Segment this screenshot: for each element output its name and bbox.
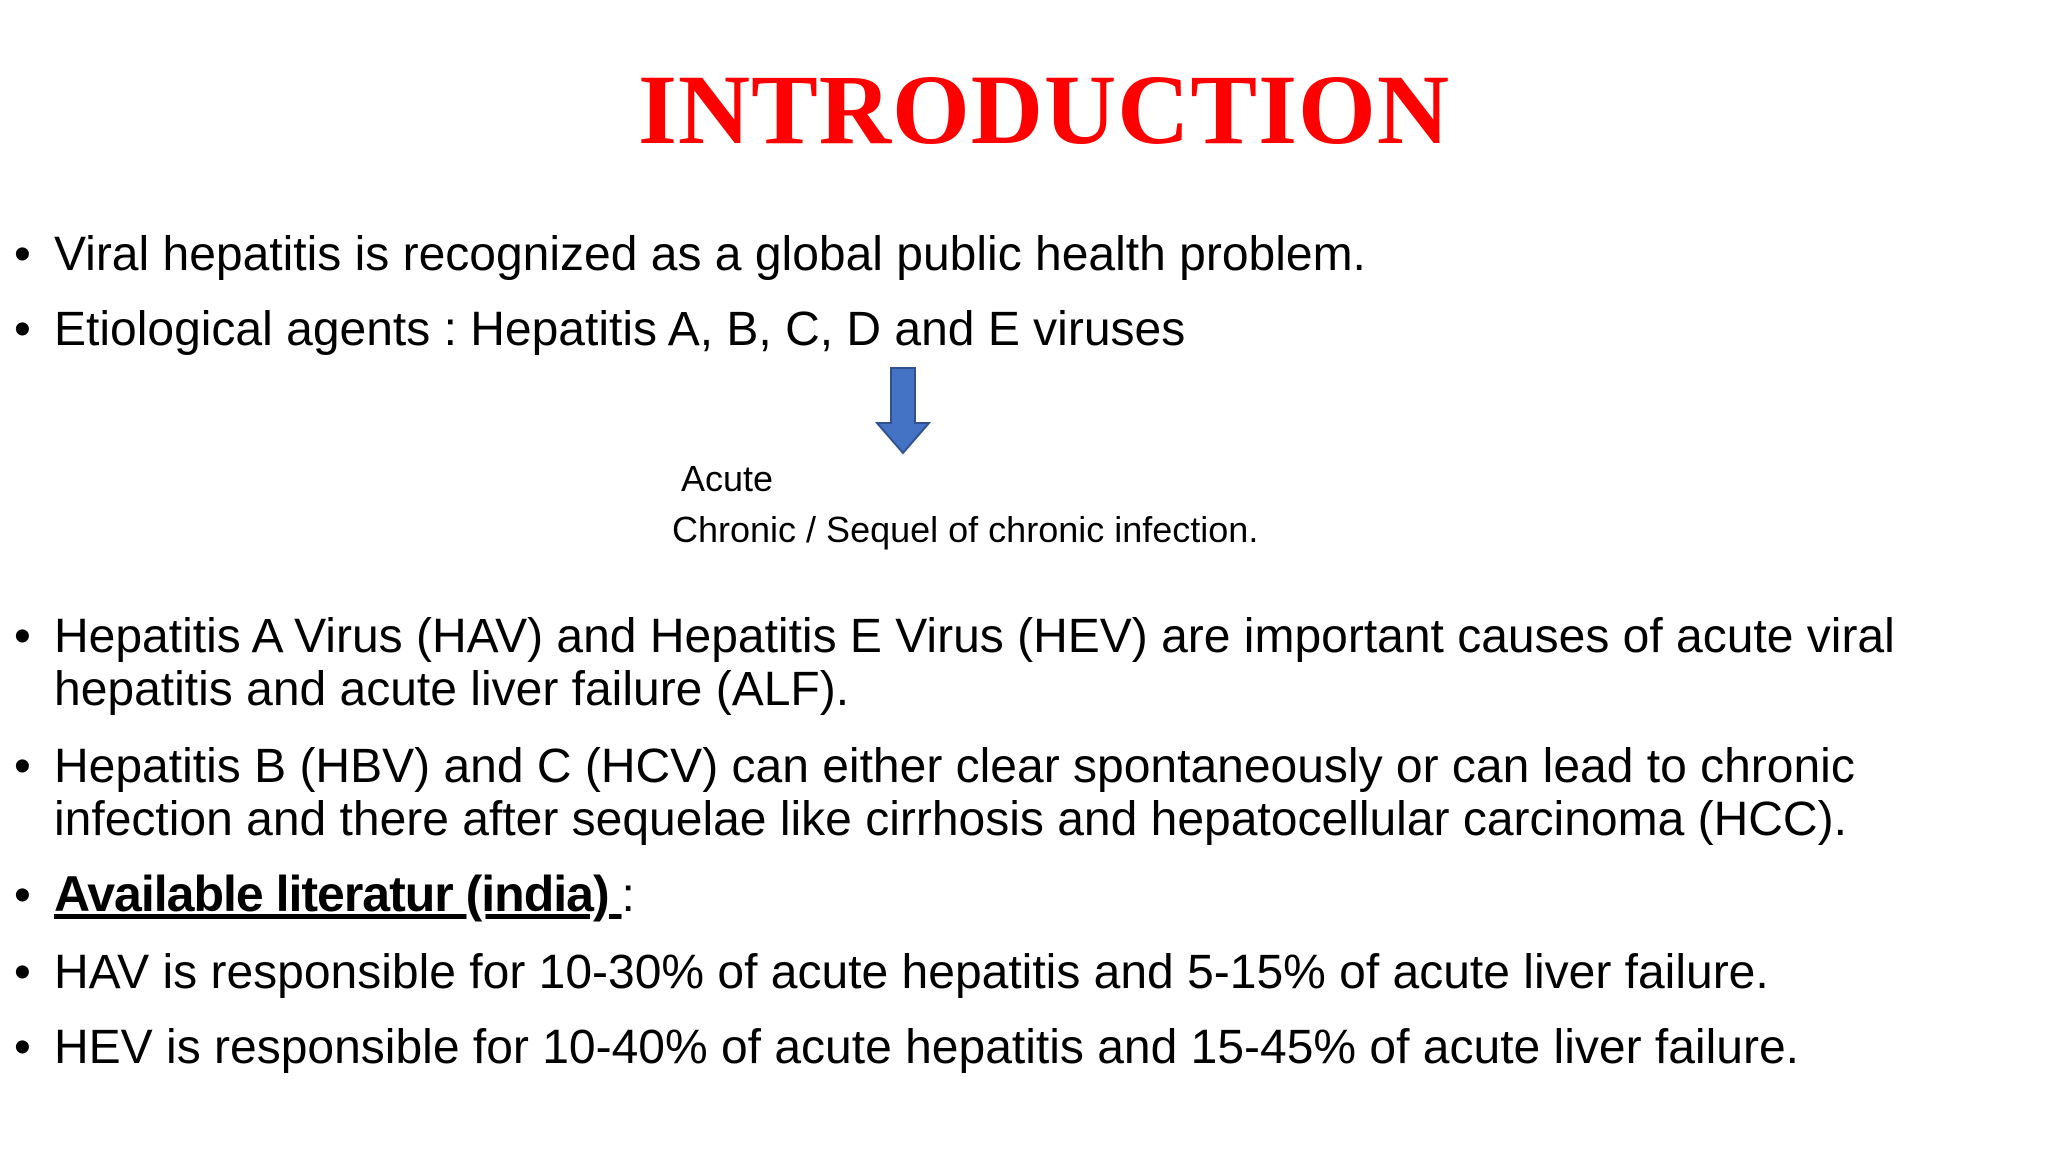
bullet-text: HEV is responsible for 10-40% of acute hepatitis and 15-45% of acute liver failure. — [54, 1021, 1799, 1074]
down-arrow-icon — [875, 367, 931, 455]
outcome-chronic: Chronic / Sequel of chronic infection. — [672, 509, 1259, 550]
bullet-text: Hepatitis A Virus (HAV) and Hepatitis E Virus (HEV) are important causes of acute viral hepatitis and acute liver failure (ALF). — [54, 610, 1895, 716]
bullet-item — [14, 946, 1769, 999]
outcome-acute: Acute — [681, 458, 774, 499]
literature-colon: : — [621, 869, 635, 922]
slide-title: INTRODUCTION — [637, 54, 1451, 165]
bullet-text: Etiological agents : Hepatitis A, B, C, D and E viruses — [54, 303, 1186, 356]
literature-heading: Available literatur (india) — [54, 866, 622, 922]
bullet-item — [14, 228, 1366, 281]
bullet-marker: • — [14, 740, 31, 793]
bullet-text: Hepatitis B (HBV) and C (HCV) can either clear spontaneously or can lead to chronic infection and there after sequelae like cirrhosis and hepatocellular carcinoma (HCC). — [54, 740, 1855, 846]
bullet-marker: • — [14, 610, 31, 663]
bullet-item — [14, 303, 1185, 356]
bullet-item — [14, 610, 1895, 716]
bullet-marker: • — [14, 303, 31, 356]
bullet-marker: • — [14, 946, 31, 999]
bullet-marker: • — [14, 228, 31, 281]
bullet-item — [14, 1021, 1799, 1074]
bullet-item — [14, 740, 1855, 846]
bullet-marker: • — [14, 869, 31, 922]
bullet-marker: • — [14, 1021, 31, 1074]
literature-heading-item — [14, 868, 635, 922]
bullet-text: Viral hepatitis is recognized as a global public health problem. — [54, 228, 1366, 281]
bullet-text: HAV is responsible for 10-30% of acute hepatitis and 5-15% of acute liver failure. — [54, 946, 1769, 999]
